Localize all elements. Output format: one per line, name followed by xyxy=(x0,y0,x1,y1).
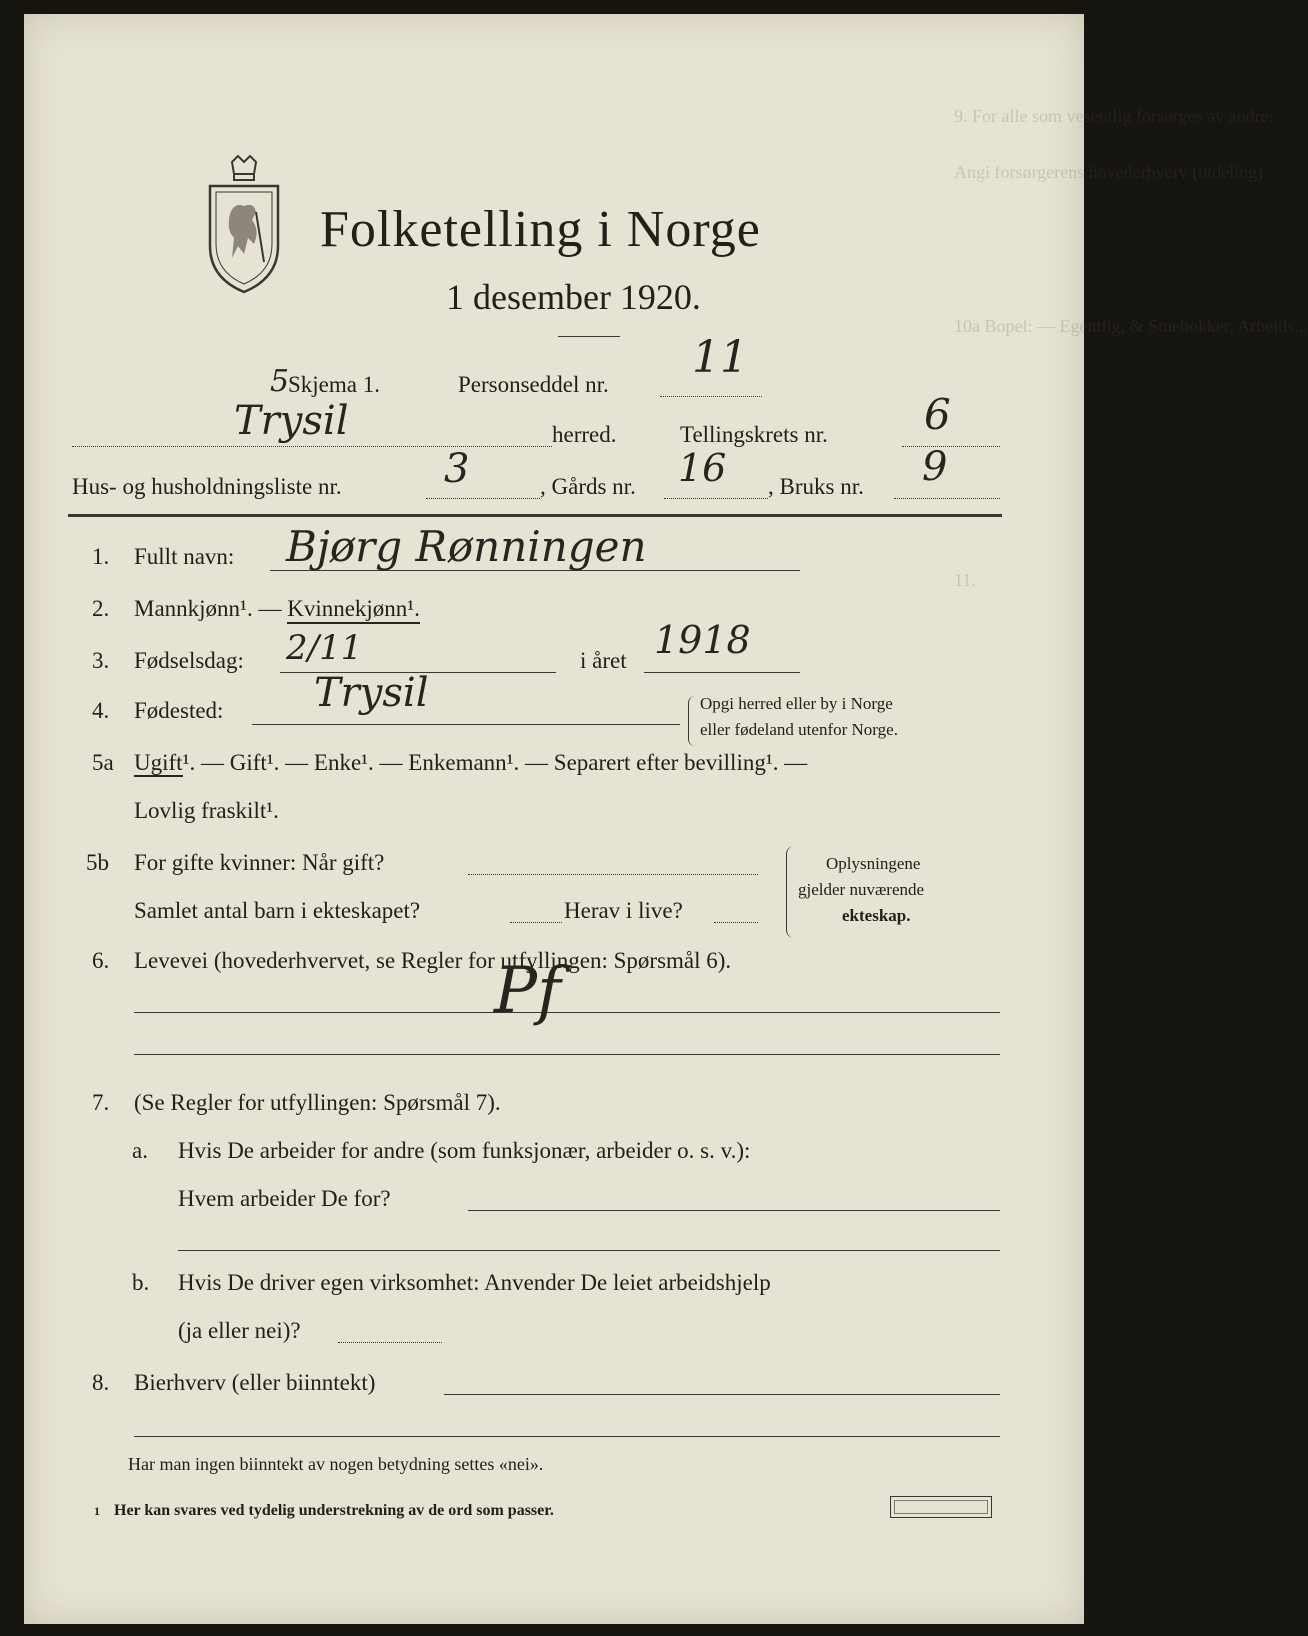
q7b-letter: b. xyxy=(132,1270,150,1295)
q6-occupation-value[interactable]: Pf xyxy=(494,954,561,1028)
husholdningsliste-label: Hus- og husholdningsliste nr. xyxy=(72,474,342,499)
title-rule xyxy=(558,336,620,337)
q5b-note-bracket xyxy=(786,846,795,938)
q1-number: 1. xyxy=(92,544,110,569)
q5a-number: 5a xyxy=(92,750,114,775)
q2-options xyxy=(134,596,420,622)
q6-label: Levevei (hovederhvervet, se Regler for utfyllingen: Spørsmål 6). xyxy=(134,948,732,973)
tellingskrets-label: Tellingskrets nr. xyxy=(680,422,828,447)
bleed-through-text: 11. xyxy=(954,570,976,590)
q5b-children-label: Samlet antal barn i ekteskapet? xyxy=(134,898,421,923)
personseddel-label: Personseddel nr. xyxy=(458,372,609,397)
q3-label: Fødselsdag: xyxy=(134,648,244,673)
bruks-value[interactable]: 9 xyxy=(922,444,948,490)
q5b-alive-line xyxy=(714,922,758,923)
schema-label: Skjema 1. xyxy=(288,372,380,397)
q5a-options-rest[interactable]: ¹. — Gift¹. — Enke¹. — Enkemann¹. — Separert efter bevilling¹. — xyxy=(182,750,808,775)
q8-line-2 xyxy=(134,1436,1000,1437)
q4-number: 4. xyxy=(92,698,110,723)
q7b-line xyxy=(338,1342,442,1343)
q1-full-name-value[interactable]: Bjørg Rønningen xyxy=(286,522,647,571)
form-date: 1 desember 1920. xyxy=(446,277,701,317)
census-form-page xyxy=(24,14,1308,1624)
q3-year-line xyxy=(644,672,800,673)
q5b-note-line-2: gjelder nuværende xyxy=(798,880,925,899)
q5b-number: 5b xyxy=(86,850,109,875)
personseddel-value[interactable]: 11 xyxy=(692,332,748,383)
q7a-question: Hvem arbeider De for? xyxy=(178,1186,391,1211)
q4-line xyxy=(252,724,680,725)
q5b-alive-label: Herav i live? xyxy=(564,898,683,923)
herred-label: herred. xyxy=(552,422,617,447)
q4-note-bracket xyxy=(688,696,695,746)
bleed-through-text: 10a Bopel: — Egentlig, & Stuebokker, Arbeids... xyxy=(954,316,1308,336)
q5a-option-ugift[interactable]: Ugift xyxy=(134,750,183,775)
q3-birthdate-value[interactable]: 2/11 xyxy=(286,628,363,668)
q7a-line-1 xyxy=(468,1210,1000,1211)
tellingskrets-value[interactable]: 6 xyxy=(924,390,951,439)
q2-option-female[interactable]: Kvinnekjønn¹. xyxy=(287,596,420,624)
q4-birthplace-value[interactable]: Trysil xyxy=(314,670,429,716)
footnote xyxy=(94,1502,554,1520)
q6-line-1 xyxy=(134,1012,1000,1013)
q5a-options xyxy=(134,750,807,776)
q4-label: Fødested: xyxy=(134,698,224,723)
husholdningsliste-line xyxy=(426,498,540,499)
q4-note-line-1: Opgi herred eller by i Norge xyxy=(700,694,893,713)
q4-note-line-2: eller fødeland utenfor Norge. xyxy=(700,720,898,739)
gards-line xyxy=(664,498,768,499)
herred-value[interactable]: Trysil xyxy=(234,398,349,444)
q2-option-male[interactable]: Mannkjønn¹. xyxy=(134,596,253,621)
q2-number: 2. xyxy=(92,596,110,621)
bruks-label: , Bruks nr. xyxy=(768,474,864,499)
q5b-note-line-1: Oplysningene xyxy=(826,854,921,873)
q6-number: 6. xyxy=(92,948,110,973)
q7-label: (Se Regler for utfyllingen: Spørsmål 7). xyxy=(134,1090,501,1115)
footnote-text: Her kan svares ved tydelig understrekning av de ord som passer. xyxy=(114,1502,554,1519)
q5b-note-line-3: ekteskap. xyxy=(842,906,911,925)
q7b-label: Hvis De driver egen virksomhet: Anvender De leiet arbeidshjelp xyxy=(178,1270,771,1295)
q5b-married-line xyxy=(468,874,758,875)
handwritten-schema-mark: 5 xyxy=(270,364,290,399)
footnote-marker: 1 xyxy=(94,1504,100,1518)
q5b-children-line xyxy=(510,922,562,923)
q7-number: 7. xyxy=(92,1090,110,1115)
bleed-through-text: 9. For alle som vesentlig forsørges av andre: xyxy=(954,106,1274,126)
q7a-line-2 xyxy=(178,1250,1000,1251)
q8-number: 8. xyxy=(92,1370,110,1395)
header-divider xyxy=(68,514,1002,517)
herred-line xyxy=(72,446,552,447)
q8-line-1 xyxy=(444,1394,1000,1395)
q7b-question: (ja eller nei)? xyxy=(178,1318,301,1343)
q6-line-2 xyxy=(134,1054,1000,1055)
q5b-married-label: For gifte kvinner: Når gift? xyxy=(134,850,385,875)
gards-value[interactable]: 16 xyxy=(678,446,727,490)
q5a-option-fraskilt[interactable]: Lovlig fraskilt¹. xyxy=(134,798,279,823)
q3-year-label: i året xyxy=(580,648,627,673)
q1-label: Fullt navn: xyxy=(134,544,235,569)
footer-note: Har man ingen biinntekt av nogen betydning settes «nei». xyxy=(128,1454,544,1474)
q8-label: Bierhverv (eller biinntekt) xyxy=(134,1370,376,1395)
tellingskrets-line xyxy=(902,446,1000,447)
form-title: Folketelling i Norge xyxy=(320,201,761,258)
q2-separator: — xyxy=(258,596,288,621)
norway-coat-of-arms-icon xyxy=(204,154,284,299)
personseddel-line xyxy=(660,396,762,397)
bleed-through-text: Angi forsørgerens hovederhverv (utdeling) xyxy=(954,162,1264,182)
gards-label: , Gårds nr. xyxy=(540,474,636,499)
q3-number: 3. xyxy=(92,648,110,673)
q7a-label: Hvis De arbeider for andre (som funksjonær, arbeider o. s. v.): xyxy=(178,1138,751,1163)
q3-birthyear-value[interactable]: 1918 xyxy=(654,618,751,662)
printer-stamp xyxy=(890,1496,992,1518)
bruks-line xyxy=(894,498,1000,499)
q7a-letter: a. xyxy=(132,1138,148,1163)
husholdningsliste-value[interactable]: 3 xyxy=(444,446,470,492)
